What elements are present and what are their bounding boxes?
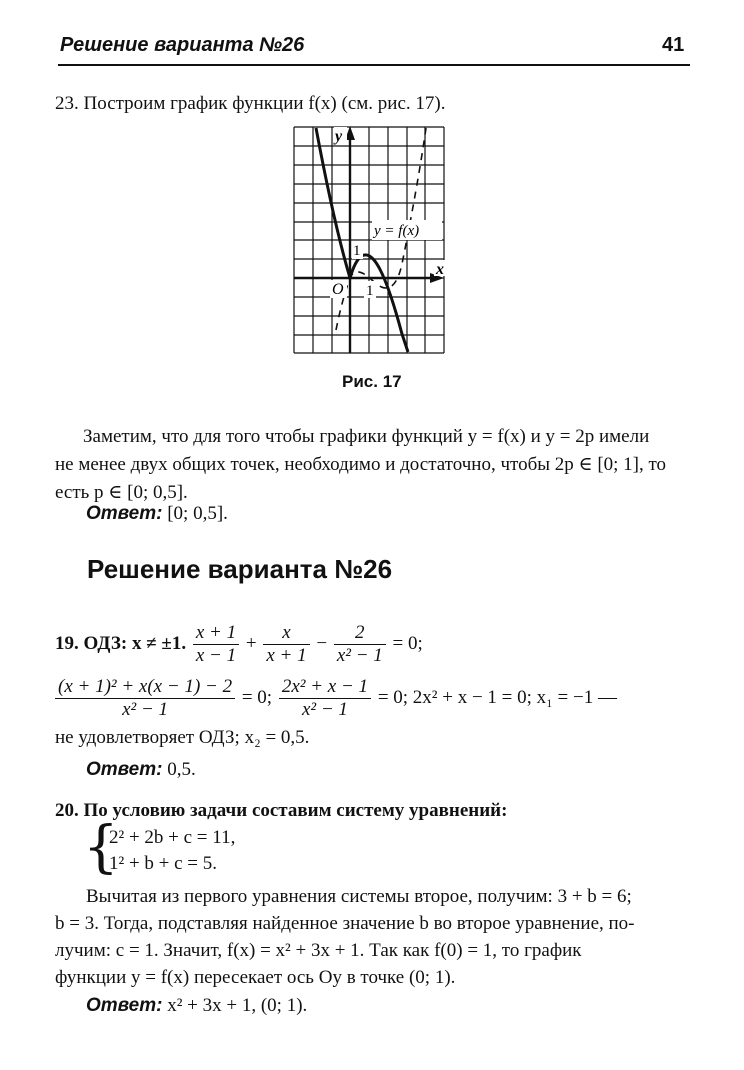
answer-value: [0; 0,5].	[167, 503, 228, 524]
system-brace: {	[83, 815, 119, 880]
fraction-denominator: x² − 1	[336, 645, 383, 666]
fraction-numerator: 2	[334, 622, 386, 645]
problem20-para-line2: b = 3. Тогда, подставляя найденное значение b во второе уравнение, по-	[55, 913, 635, 934]
fraction-numerator: 2x² + x − 1	[279, 676, 371, 699]
fraction-denominator: x² − 1	[122, 699, 169, 720]
fraction-denominator: x − 1	[195, 645, 237, 666]
equation-system	[83, 815, 383, 882]
problem23-para-line1: Заметим, что для того чтобы графики функций y = f(x) и y = 2p имели	[83, 426, 650, 447]
unit-x-label: 1	[366, 283, 374, 299]
problem19-answer	[86, 756, 726, 784]
y-axis-label: y	[335, 128, 343, 145]
problem20-para-line4: функции y = f(x) пересекает ось Oy в точке (0; 1).	[55, 967, 456, 988]
problem23-intro: 23. Построим график функции f(x) (см. рис. 17).	[55, 93, 446, 114]
curve-label: y = f(x)	[374, 223, 420, 239]
operator: +	[245, 632, 257, 654]
problem20-answer	[86, 992, 726, 1020]
page-number: 41	[662, 34, 685, 56]
x-axis-label: x	[436, 261, 444, 278]
answer-value: 0,5.	[167, 759, 196, 780]
problem23-para-line3: есть p ∈ [0; 0,5].	[55, 482, 188, 503]
figure-17	[290, 124, 450, 364]
equation-end: = 0;	[392, 632, 423, 654]
fraction-denominator: x² − 1	[301, 699, 348, 720]
figure-caption: Рис. 17	[342, 372, 402, 391]
answer-label: Ответ:	[86, 503, 163, 524]
problem19-lead: 19. ОДЗ: x ≠ ±1.	[55, 632, 187, 654]
answer-value: x² + 3x + 1, (0; 1).	[167, 995, 308, 1016]
problem20-para-line1: Вычитая из первого уравнения системы второе, получим: 3 + b = 6;	[86, 886, 632, 907]
fraction-denominator: x + 1	[266, 645, 307, 666]
running-title: Решение варианта №26	[60, 34, 305, 56]
operator: −	[316, 632, 328, 654]
unit-y-label: 1	[353, 243, 361, 259]
fraction-numerator: x + 1	[193, 622, 239, 645]
problem20-intro: 20. По условию задачи составим систему уравнений:	[55, 800, 508, 821]
section-heading: Решение варианта №26	[87, 554, 393, 584]
system-equation-2: 1² + b + c = 5.	[109, 853, 218, 874]
answer-label: Ответ:	[86, 995, 163, 1016]
equation-end: = 0;	[241, 686, 273, 708]
system-equation-1: 2² + 2b + c = 11,	[109, 827, 236, 848]
problem19-line2	[55, 676, 695, 721]
fraction-numerator: x	[263, 622, 309, 645]
header-rule	[58, 64, 690, 66]
equation-tail: = 0; 2x² + x − 1 = 0; x₁ = −1 —	[377, 686, 617, 708]
problem23-answer	[86, 500, 726, 528]
problem19-line3: не удовлетворяет ОДЗ; x₂ = 0,5.	[55, 727, 310, 748]
problem19-line1	[55, 622, 695, 667]
origin-label: O	[332, 281, 344, 298]
fraction-numerator: (x + 1)² + x(x − 1) − 2	[55, 676, 235, 699]
problem20-para-line3: лучим: c = 1. Значит, f(x) = x² + 3x + 1. Так как f(0) = 1, то график	[55, 940, 582, 961]
problem23-para-line2: не менее двух общих точек, необходимо и достаточно, чтобы 2p ∈ [0; 1], то	[55, 454, 667, 475]
answer-label: Ответ:	[86, 759, 163, 780]
